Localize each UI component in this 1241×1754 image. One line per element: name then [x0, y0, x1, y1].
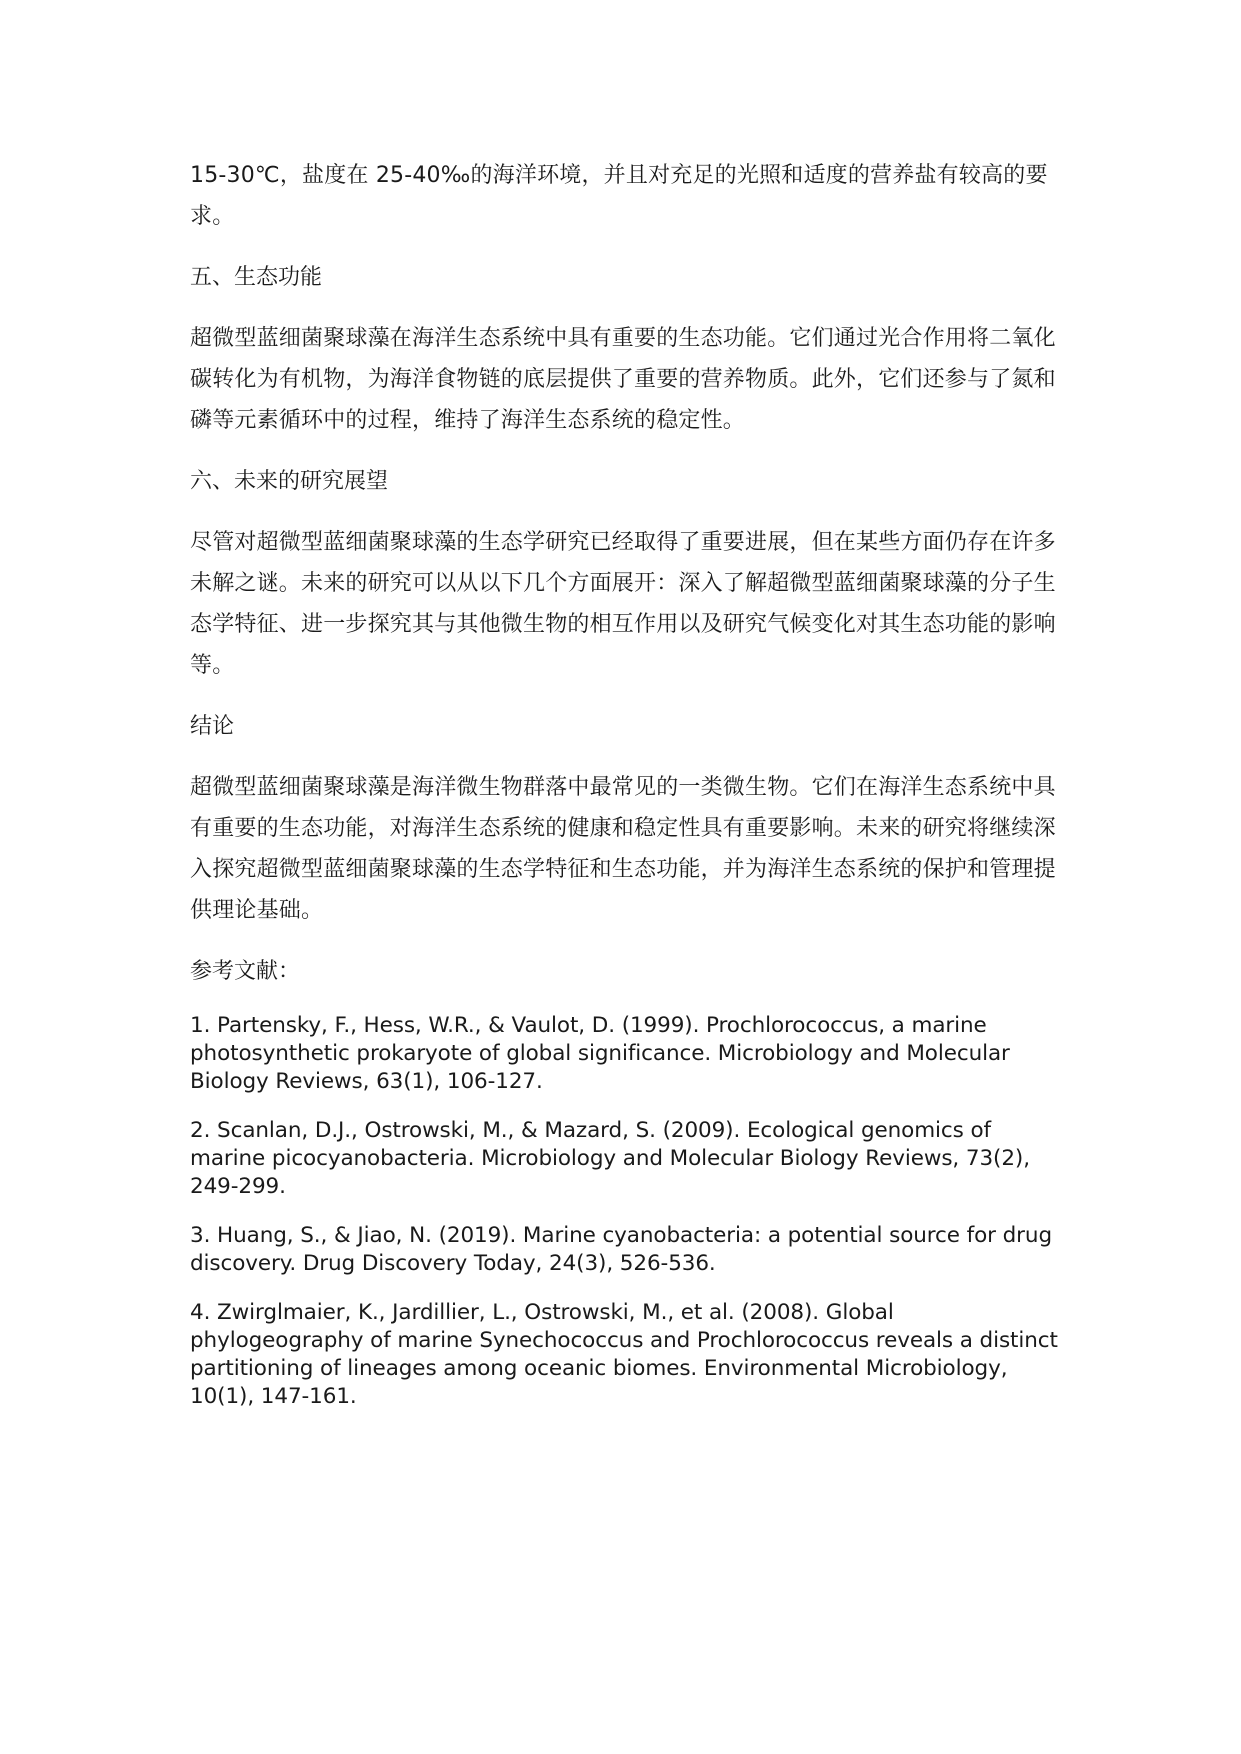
reference-item: 4. Zwirglmaier, K., Jardillier, L., Ostrowski, M., et al. (2008). Global phylogeography of marine Synechococcus and Prochlorococcus reveals a distinct partitioning of lineages among oceanic biomes. Environmental Microbiology, 10(1), 147-161.: [190, 1300, 1058, 1409]
references-heading: 参考文献：: [190, 959, 301, 984]
section-body-ecological-function: 超微型蓝细菌聚球藻在海洋生态系统中具有重要的生态功能。它们通过光合作用将二氧化碳转化为有机物，为海洋食物链的底层提供了重要的营养物质。此外，它们还参与了氮和磷等元素循环中的过程，维持了海洋生态系统的稳定性。: [190, 326, 1056, 433]
reference-item: 1. Partensky, F., Hess, W.R., & Vaulot, D. (1999). Prochlorococcus, a marine photosynthetic prokaryote of global significance. Microbiology and Molecular Biology Reviews, 63(1), 106-127.: [190, 1013, 1010, 1094]
paragraph-continued: 15-30℃，盐度在 25-40‰的海洋环境，并且对充足的光照和适度的营养盐有较高的要求。: [190, 163, 1048, 229]
references-list: [190, 1012, 1070, 1411]
document-body: [190, 155, 1070, 1432]
section-heading-ecological-function: 五、生态功能: [190, 265, 323, 290]
section-heading-conclusion: 结论: [190, 714, 235, 739]
section-heading-future-research: 六、未来的研究展望: [190, 469, 389, 494]
reference-item: 2. Scanlan, D.J., Ostrowski, M., & Mazard, S. (2009). Ecological genomics of marine picocyanobacteria. Microbiology and Molecular Biology Reviews, 73(2), 249-299.: [190, 1118, 1030, 1199]
reference-item: 3. Huang, S., & Jiao, N. (2019). Marine cyanobacteria: a potential source for drug discovery. Drug Discovery Today, 24(3), 526-536.: [190, 1223, 1052, 1276]
section-body-future-research: 尽管对超微型蓝细菌聚球藻的生态学研究已经取得了重要进展，但在某些方面仍存在许多未解之谜。未来的研究可以从以下几个方面展开：深入了解超微型蓝细菌聚球藻的分子生态学特征、进一步探究其与其他微生物的相互作用以及研究气候变化对其生态功能的影响等。: [190, 530, 1056, 678]
section-body-conclusion: 超微型蓝细菌聚球藻是海洋微生物群落中最常见的一类微生物。它们在海洋生态系统中具有重要的生态功能，对海洋生态系统的健康和稳定性具有重要影响。未来的研究将继续深入探究超微型蓝细菌聚球藻的生态学特征和生态功能，并为海洋生态系统的保护和管理提供理论基础。: [190, 775, 1056, 923]
